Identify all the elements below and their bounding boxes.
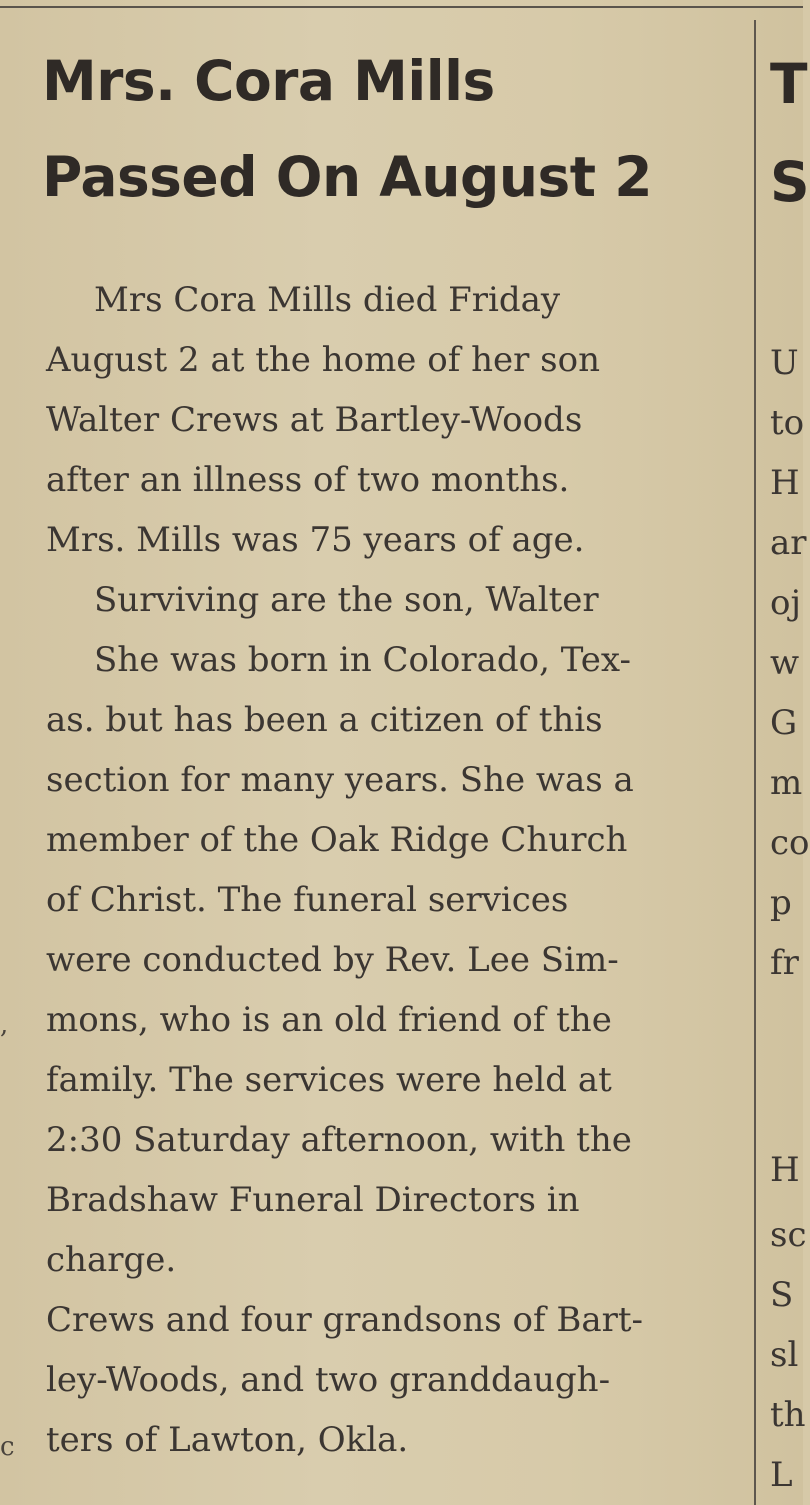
- body-line: family. The services were held at: [46, 1060, 612, 1100]
- adjacent-text-fragment: sl: [770, 1335, 799, 1375]
- adjacent-text-fragment: S: [770, 1275, 794, 1315]
- body-line: 2:30 Saturday afternoon, with the: [46, 1120, 632, 1160]
- body-line: Surviving are the son, Walter: [94, 580, 599, 620]
- body-line: were conducted by Rev. Lee Sim-: [46, 940, 619, 980]
- body-line: ley-Woods, and two granddaugh-: [46, 1360, 611, 1400]
- body-line: ters of Lawton, Okla.: [46, 1420, 409, 1460]
- left-margin-fragment: ,: [0, 1010, 9, 1040]
- adjacent-text-fragment: U: [770, 343, 799, 383]
- body-line: charge.: [46, 1240, 177, 1280]
- adjacent-text-fragment: p: [770, 883, 792, 923]
- left-margin-fragment: c: [0, 1432, 15, 1462]
- body-line: mons, who is an old friend of the: [46, 1000, 612, 1040]
- body-line: of Christ. The funeral services: [46, 880, 569, 920]
- adjacent-text-fragment: sc: [770, 1215, 807, 1255]
- adjacent-headline-fragment: S: [770, 150, 810, 214]
- adjacent-text-fragment: ar: [770, 523, 807, 563]
- adjacent-text-fragment: L: [770, 1455, 793, 1495]
- body-line: member of the Oak Ridge Church: [46, 820, 628, 860]
- adjacent-text-fragment: m: [770, 763, 803, 803]
- column-rule: [754, 20, 756, 1505]
- body-line: as. but has been a citizen of this: [46, 700, 603, 740]
- body-line: August 2 at the home of her son: [46, 340, 600, 380]
- body-line: Crews and four grandsons of Bart-: [46, 1300, 644, 1340]
- adjacent-text-fragment: G: [770, 703, 798, 743]
- adjacent-text-fragment: H: [770, 463, 800, 503]
- body-line: after an illness of two months.: [46, 460, 570, 500]
- body-line: She was born in Colorado, Tex-: [94, 640, 631, 680]
- headline-line-1: Mrs. Cora Mills: [42, 49, 495, 113]
- adjacent-headline-fragment: T: [770, 52, 808, 116]
- adjacent-text-fragment: th: [770, 1395, 806, 1435]
- body-line: Walter Crews at Bartley-Woods: [46, 400, 583, 440]
- adjacent-text-fragment: w: [770, 643, 800, 683]
- top-rule: [0, 6, 803, 8]
- body-line: Mrs. Mills was 75 years of age.: [46, 520, 585, 560]
- adjacent-text-fragment: to: [770, 403, 805, 443]
- adjacent-text-fragment: H: [770, 1150, 800, 1190]
- body-line: Bradshaw Funeral Directors in: [46, 1180, 580, 1220]
- headline-line-2: Passed On August 2: [42, 145, 652, 209]
- adjacent-text-fragment: co: [770, 823, 810, 863]
- body-line: Mrs Cora Mills died Friday: [94, 280, 561, 320]
- body-line: section for many years. She was a: [46, 760, 634, 800]
- adjacent-text-fragment: fr: [770, 943, 799, 983]
- adjacent-text-fragment: oj: [770, 583, 802, 623]
